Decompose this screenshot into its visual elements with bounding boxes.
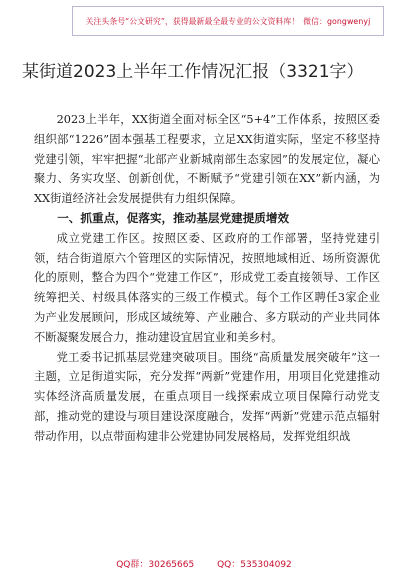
document-body [34, 110, 380, 447]
footer-contact [0, 557, 408, 570]
banner-promo-text: 关注头条号“公文研究”，获得最新最全最专业的公文资料库！ [85, 16, 300, 26]
footer-qq: QQ：535304092 [217, 560, 292, 570]
body-paragraph: 党工委书记抓基层党建突破项目。围绕“高质量发展突破年”这一主题，立足街道实际，充分发挥“两新”党建作用，用项目化党建推动实体经济高质量发展，在重点项目一线探索成立项目保障行动党支部，推动党的建设与项目建设深度融合，发挥“两新”党建示范点辐射带动作用，以点带面构建非公党建协同发展格局，发挥党组织战 [34, 350, 380, 443]
top-banner [72, 6, 384, 36]
body-paragraph: 成立党建工作区。按照区委、区政府的工作部署，坚持党建引领，结合街道原六个管理区的实际情况，按照地域相近、场所资源优化的原则，整合为四个“党建工作区”，形成党工委直接领导、工作区统筹把关、村级具体落实的三级工作模式。每个工作区聘任3家企业为产业发展顾问，形成区域统筹、产业融合、多方联动的产业共同体不断凝聚发展合力，推动建设宜居宜业和美乡村。 [34, 231, 380, 344]
intro-paragraph: 2023上半年，XX街道全面对标全区“5+4”工作体系，按照区委组织部“1226”固本强基工程要求，立足XX街道实际，坚定不移坚持党建引领，牢牢把握“北部产业新城南部生态家园”的发展定位，凝心聚力、务实攻坚、创新创优，不断赋予“党建引领在XX”新内涵，为XX街道经济社会发展提供有力组织保障。 [34, 113, 380, 206]
banner-wechat-text: 微信：gongwenyj [303, 16, 371, 26]
section-heading: 一、抓重点，促落实，推动基层党建提质增效 [57, 210, 290, 225]
document-title: 某街道2023上半年工作情况汇报（3321字） [22, 62, 364, 82]
footer-qq-group: QQ群：30265665 [116, 560, 195, 570]
